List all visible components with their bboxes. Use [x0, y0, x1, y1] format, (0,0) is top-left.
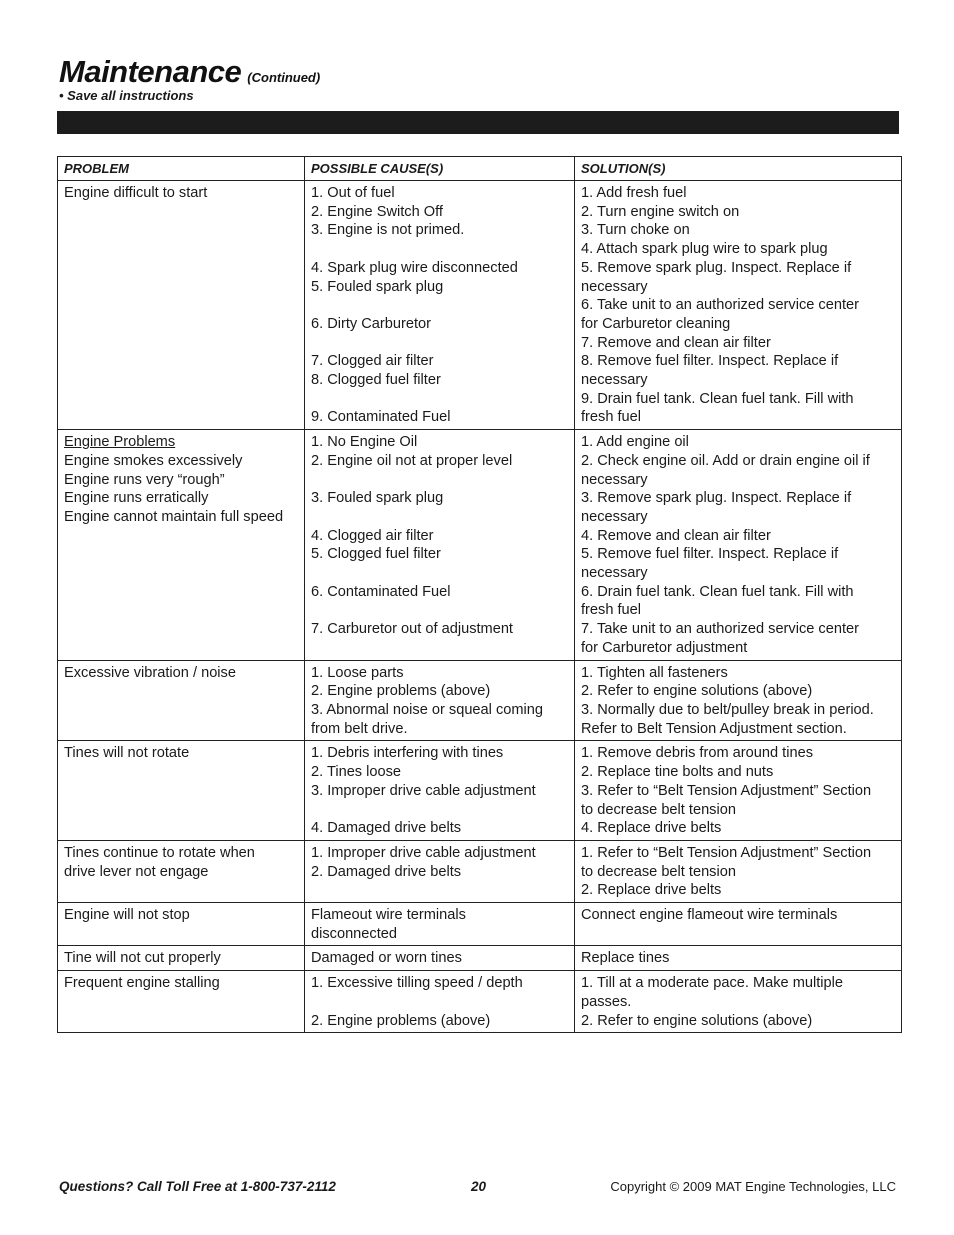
causes-line: 2. Engine Switch Off	[311, 203, 443, 220]
problem-cell	[58, 946, 305, 971]
causes-line: 2. Engine problems (above)	[311, 683, 491, 700]
page-subtitle: • Save all instructions	[59, 88, 194, 103]
problem-line: Engine will not stop	[64, 907, 190, 924]
solutions-cell	[575, 946, 902, 971]
solutions-line: fresh fuel	[581, 409, 642, 426]
solutions-line: Replace tines	[581, 950, 670, 967]
causes-line: 2. Damaged drive belts	[311, 863, 462, 880]
problem-cell	[58, 660, 305, 741]
solutions-line: 3. Remove spark plug. Inspect. Replace if	[581, 490, 852, 507]
solutions-line: Connect engine flameout wire terminals	[581, 907, 838, 924]
causes-line	[311, 508, 569, 527]
solutions-line: necessary	[581, 565, 648, 582]
causes-cell	[305, 903, 575, 946]
column-header-solutions: SOLUTION(S)	[575, 157, 902, 181]
solutions-cell	[575, 903, 902, 946]
causes-line: 4. Damaged drive belts	[311, 820, 462, 837]
causes-line: Damaged or worn tines	[311, 950, 462, 967]
solutions-line: 4. Attach spark plug wire to spark plug	[581, 241, 828, 258]
causes-line: 1. Improper drive cable adjustment	[311, 844, 536, 861]
causes-line: 2. Tines loose	[311, 764, 402, 781]
problem-heading: Engine Problems	[64, 434, 176, 451]
table-row	[58, 741, 902, 841]
solutions-line: 1. Refer to “Belt Tension Adjustment” Section	[581, 844, 872, 861]
solutions-cell	[575, 971, 902, 1033]
problem-line: Engine cannot maintain full speed	[64, 508, 284, 525]
causes-line: 2. Engine oil not at proper level	[311, 452, 513, 469]
solutions-line: necessary	[581, 278, 648, 295]
solutions-line: necessary	[581, 372, 648, 389]
causes-cell	[305, 971, 575, 1033]
solutions-cell	[575, 741, 902, 841]
column-header-problem: PROBLEM	[58, 157, 305, 181]
solutions-line: 1. Add fresh fuel	[581, 185, 687, 201]
table-row	[58, 660, 902, 741]
problem-line: Engine difficult to start	[64, 185, 208, 201]
solutions-line: for Carburetor adjustment	[581, 639, 748, 656]
causes-line: disconnected	[311, 925, 398, 942]
causes-line	[311, 601, 569, 620]
causes-cell	[305, 430, 575, 660]
causes-line	[311, 801, 569, 820]
causes-line: Flameout wire terminals	[311, 907, 466, 924]
problem-line: Frequent engine stalling	[64, 975, 220, 992]
causes-line	[311, 390, 569, 409]
causes-line	[311, 993, 569, 1012]
solutions-line: 8. Remove fuel filter. Inspect. Replace if	[581, 353, 839, 370]
problem-line: Tines will not rotate	[64, 745, 190, 762]
problem-line: Tines continue to rotate when	[64, 844, 255, 861]
causes-cell	[305, 660, 575, 741]
causes-line: 1. Out of fuel	[311, 185, 395, 201]
causes-line: 4. Spark plug wire disconnected	[311, 259, 518, 276]
solutions-line: 3. Turn choke on	[581, 222, 690, 239]
causes-line: 3. Fouled spark plug	[311, 490, 444, 507]
causes-line	[311, 334, 569, 353]
causes-line: 2. Engine problems (above)	[311, 1012, 491, 1029]
problem-line: Engine runs erratically	[64, 490, 209, 507]
solutions-line: 1. Add engine oil	[581, 434, 689, 451]
causes-line: 1. Loose parts	[311, 664, 404, 681]
problem-cell	[58, 971, 305, 1033]
causes-line: from belt drive.	[311, 720, 408, 737]
causes-line: 6. Contaminated Fuel	[311, 583, 451, 600]
causes-line: 6. Dirty Carburetor	[311, 315, 432, 332]
solutions-line: 4. Remove and clean air filter	[581, 527, 771, 544]
page-title-text: Maintenance	[59, 54, 242, 89]
causes-line: 9. Contaminated Fuel	[311, 409, 451, 426]
solutions-line: 1. Tighten all fasteners	[581, 664, 728, 681]
solutions-line: 2. Refer to engine solutions (above)	[581, 1012, 813, 1029]
causes-line: 4. Clogged air filter	[311, 527, 434, 544]
solutions-line: 3. Refer to “Belt Tension Adjustment” Section	[581, 782, 872, 799]
solutions-line: 2. Turn engine switch on	[581, 203, 740, 220]
solutions-line: necessary	[581, 471, 648, 488]
solutions-cell	[575, 840, 902, 902]
solutions-line: 5. Remove fuel filter. Inspect. Replace if	[581, 546, 839, 563]
solutions-line: to decrease belt tension	[581, 863, 736, 880]
causes-line: 1. Excessive tilling speed / depth	[311, 975, 523, 992]
causes-line	[311, 564, 569, 583]
table-row	[58, 971, 902, 1033]
table-row	[58, 430, 902, 660]
solutions-line: 2. Replace drive belts	[581, 882, 722, 899]
problem-cell	[58, 741, 305, 841]
troubleshooting-table	[57, 156, 902, 1033]
problem-line: Engine smokes excessively	[64, 452, 243, 469]
causes-line: 5. Fouled spark plug	[311, 278, 444, 295]
solutions-line: 9. Drain fuel tank. Clean fuel tank. Fill with	[581, 390, 854, 407]
causes-cell	[305, 946, 575, 971]
problem-cell	[58, 181, 305, 430]
problem-cell	[58, 430, 305, 660]
causes-line: 3. Engine is not primed.	[311, 222, 465, 239]
table-header-row	[58, 157, 902, 181]
causes-line: 1. No Engine Oil	[311, 434, 418, 451]
problem-cell	[58, 903, 305, 946]
solutions-line: 1. Remove debris from around tines	[581, 745, 813, 762]
causes-cell	[305, 181, 575, 430]
footer-copyright: Copyright © 2009 MAT Engine Technologies, LLC	[610, 1179, 896, 1194]
solutions-line: 1. Till at a moderate pace. Make multiple	[581, 975, 844, 992]
solutions-line: to decrease belt tension	[581, 801, 736, 818]
causes-line: 1. Debris interfering with tines	[311, 745, 504, 762]
table-row	[58, 903, 902, 946]
table-row	[58, 181, 902, 430]
table-row	[58, 840, 902, 902]
causes-line: 3. Improper drive cable adjustment	[311, 782, 536, 799]
table-body	[58, 181, 902, 1033]
column-header-causes: POSSIBLE CAUSE(S)	[305, 157, 575, 181]
problem-line: drive lever not engage	[64, 863, 209, 880]
footer-phone: Questions? Call Toll Free at 1-800-737-2112	[59, 1179, 336, 1194]
causes-line: 8. Clogged fuel filter	[311, 371, 441, 388]
solutions-line: 3. Normally due to belt/pulley break in period.	[581, 701, 874, 718]
causes-line: 5. Clogged fuel filter	[311, 546, 441, 563]
solutions-line: 7. Remove and clean air filter	[581, 334, 771, 351]
causes-line: 7. Carburetor out of adjustment	[311, 621, 513, 638]
causes-line	[311, 471, 569, 490]
solutions-line: 4. Replace drive belts	[581, 820, 722, 837]
problem-line: Excessive vibration / noise	[64, 664, 236, 681]
table-row	[58, 946, 902, 971]
causes-cell	[305, 840, 575, 902]
problem-cell	[58, 840, 305, 902]
problem-line: Tine will not cut properly	[64, 950, 221, 967]
causes-cell	[305, 741, 575, 841]
solutions-cell	[575, 430, 902, 660]
solutions-line: 2. Replace tine bolts and nuts	[581, 764, 774, 781]
solutions-line: for Carburetor cleaning	[581, 315, 731, 332]
solutions-line: Refer to Belt Tension Adjustment section.	[581, 720, 847, 737]
solutions-line: 2. Refer to engine solutions (above)	[581, 683, 813, 700]
causes-line: 7. Clogged air filter	[311, 353, 434, 370]
solutions-cell	[575, 660, 902, 741]
solutions-cell	[575, 181, 902, 430]
solutions-line: 2. Check engine oil. Add or drain engine oil if	[581, 452, 870, 469]
causes-line: 3. Abnormal noise or squeal coming	[311, 701, 544, 718]
page-title-suffix: (Continued)	[247, 70, 321, 85]
solutions-line: fresh fuel	[581, 602, 642, 619]
section-header-bar	[57, 111, 899, 134]
causes-line	[311, 240, 569, 259]
page-number: 20	[471, 1179, 487, 1194]
solutions-line: 7. Take unit to an authorized service center	[581, 621, 859, 638]
problem-line: Engine runs very “rough”	[64, 471, 225, 488]
solutions-line: 6. Take unit to an authorized service center	[581, 297, 859, 314]
solutions-line: necessary	[581, 508, 648, 525]
solutions-line: passes.	[581, 993, 632, 1010]
solutions-line: 6. Drain fuel tank. Clean fuel tank. Fill with	[581, 583, 854, 600]
solutions-line: 5. Remove spark plug. Inspect. Replace if	[581, 259, 852, 276]
causes-line	[311, 296, 569, 315]
